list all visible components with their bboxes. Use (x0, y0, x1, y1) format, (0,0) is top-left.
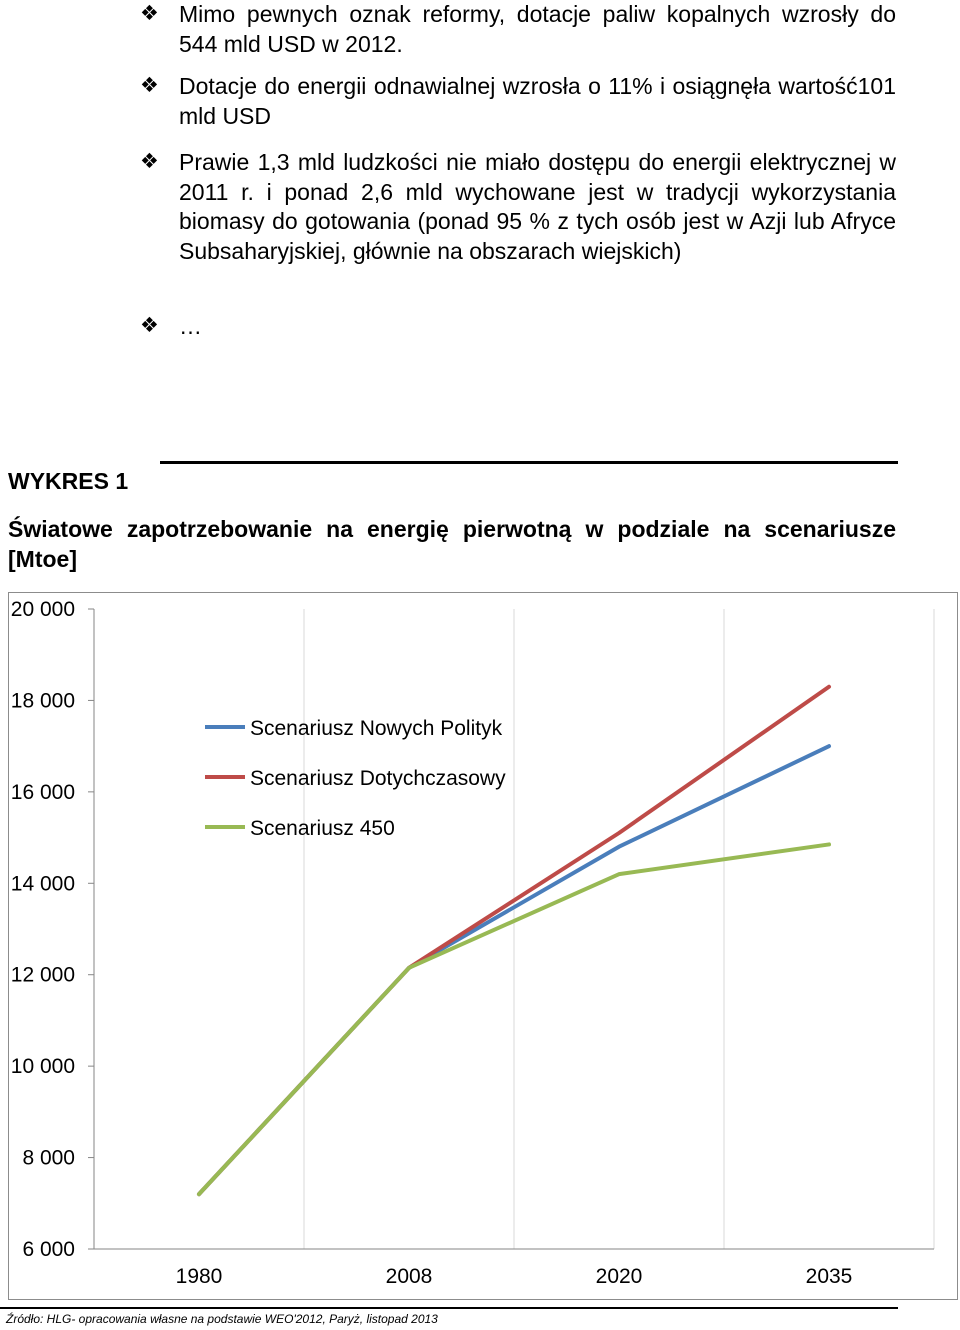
y-tick-label: 18 000 (10, 689, 75, 713)
chart-frame (8, 592, 958, 1300)
y-tick-label: 12 000 (10, 963, 75, 987)
data-point (828, 685, 831, 688)
diamond-bullet-icon: ❖ (140, 1, 159, 25)
data-point (198, 1193, 201, 1196)
data-point (618, 832, 621, 835)
figure-top-rule (160, 461, 898, 464)
bullet-text: Prawie 1,3 mld ludzkości nie miało dostępu do energii elektrycznej w 2011 r. i ponad 2,6 mld wychowane jest w tradycji wykorzystania biomasy do gotowania (ponad 95 % z tych osób jest w Azji lub Afryce Subsaharyjskiej, głównie na obszarach wiejskich) (179, 149, 896, 264)
x-tick-label: 2035 (805, 1265, 853, 1288)
x-tick-label: 1980 (175, 1265, 223, 1288)
chart-title: Światowe zapotrzebowanie na energię pierwotną w podziale na scenariusze [Mtoe] (8, 516, 896, 572)
x-tick-label: 2020 (595, 1265, 643, 1288)
y-tick-label: 14 000 (10, 872, 75, 896)
bullet-text: … (179, 313, 202, 339)
bullet-text: Mimo pewnych oznak reformy, dotacje paliw kopalnych wzrosły do 544 mld USD w 2012. (179, 1, 896, 57)
legend-label: Scenariusz 450 (250, 817, 395, 840)
source-note: Źródło: HLG- opracowania własne na podstawie WEO'2012, Paryż, listopad 2013 (6, 1312, 438, 1326)
legend-label: Scenariusz Dotychczasowy (250, 767, 506, 790)
diamond-bullet-icon: ❖ (140, 313, 159, 337)
y-tick-label: 6 000 (22, 1238, 75, 1261)
y-tick-label: 10 000 (10, 1055, 75, 1079)
y-tick-label: 20 000 (10, 598, 75, 621)
data-point (408, 966, 411, 969)
data-point (618, 845, 621, 848)
diamond-bullet-icon: ❖ (140, 73, 159, 97)
figure-label: WYKRES 1 (8, 468, 129, 494)
diamond-bullet-icon: ❖ (140, 149, 159, 173)
x-tick-label: 2008 (385, 1265, 433, 1288)
y-tick-label: 8 000 (22, 1146, 75, 1170)
y-tick-label: 16 000 (10, 780, 75, 804)
line-chart (9, 593, 957, 1299)
data-point (828, 745, 831, 748)
legend-label: Scenariusz Nowych Polityk (250, 717, 503, 740)
data-point (618, 873, 621, 876)
data-point (828, 843, 831, 846)
bullet-text: Dotacje do energii odnawialnej wzrosła o 11% i osiągnęła wartość101 mld USD (179, 73, 896, 129)
figure-bottom-rule (0, 1307, 898, 1309)
